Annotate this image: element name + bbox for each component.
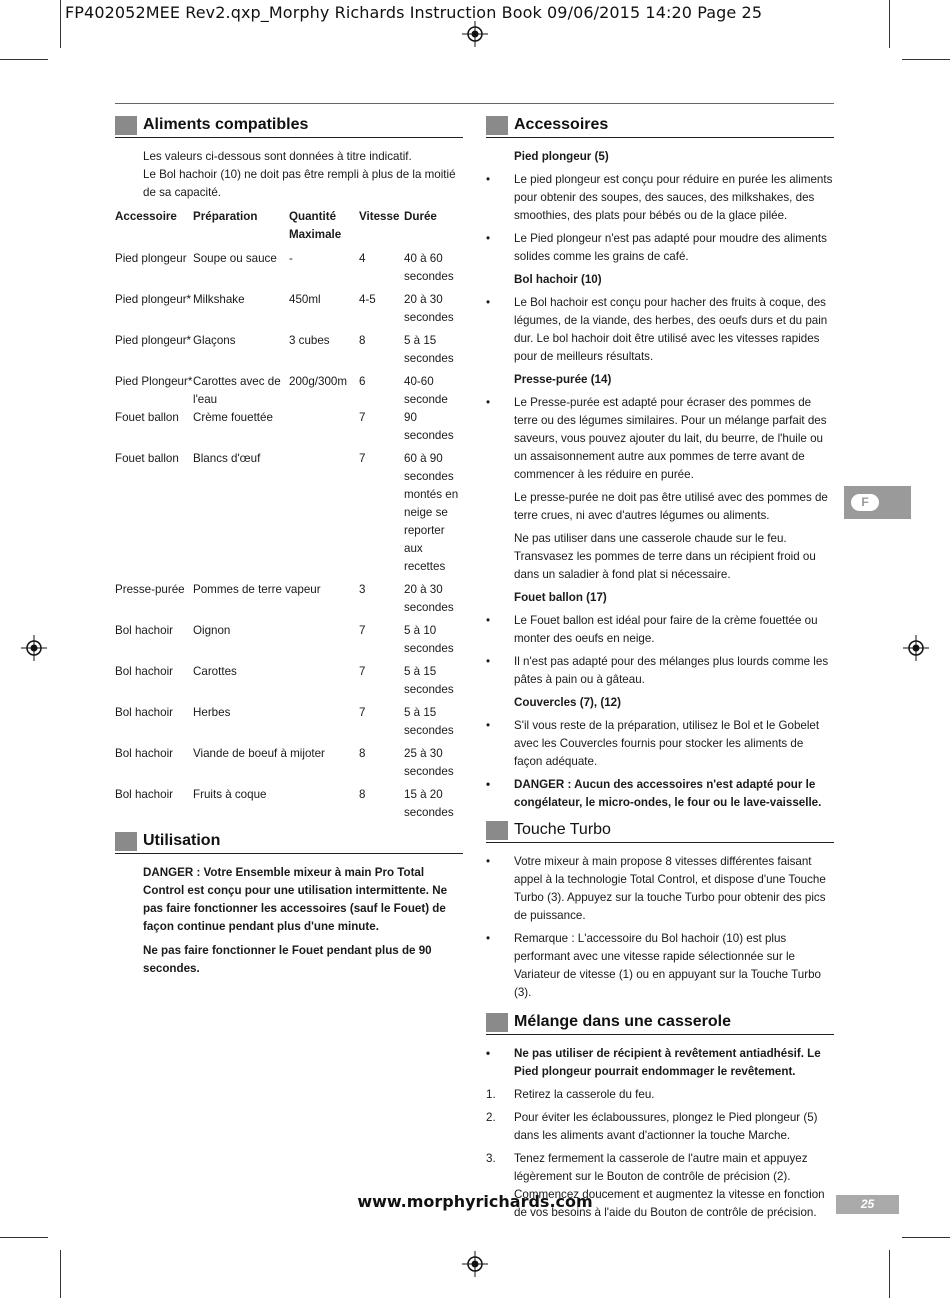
table-cell: 3 <box>359 583 366 596</box>
bullet-text: Le Presse-purée est adapté pour écraser des pommes de terre ou des légumes similaires. Pour un mélange parfait des saveurs, vous pouvez ajouter du lait, du beurre, de l'huile ou un assaisonnement autre aux pommes de terre avant de commencer à les réduire en purée. <box>514 396 827 481</box>
subheading: Fouet ballon (17) <box>514 591 607 604</box>
bullet-text: Le pied plongeur est conçu pour réduire en purée les aliments pour obtenir des soupes, des sauces, des milkshakes, des smoothies, des plats pour bébés ou de la glace pilée. <box>514 173 833 222</box>
bullet-text: S'il vous reste de la préparation, utilisez le Bol et le Gobelet avec les Couvercles fournis pour stocker les aliments de façon adéquate. <box>514 719 820 768</box>
danger-text: DANGER : Votre Ensemble mixeur à main Pro Total Control est conçu pour une utilisation intermittente. Ne pas faire fonctionner les accessoires (sauf le Fouet) de façon continue pendant plus d'une minute. <box>143 866 448 933</box>
table-cell: Crème fouettée <box>193 411 273 424</box>
table-cell: 20 à 30 secondes <box>404 583 454 614</box>
table-cell: 7 <box>359 706 366 719</box>
bullet-item: • Le pied plongeur est conçu pour réduire en purée les aliments pour obtenir des soupes, des sauces, des milkshakes, des smoothies, des plats pour bébés ou de la glace pilée. <box>486 173 833 222</box>
section-square-icon <box>115 832 137 851</box>
food-table <box>115 208 463 827</box>
table-cell: Herbes <box>193 706 231 719</box>
crop-mark <box>0 59 48 60</box>
print-slug: FP402052MEE Rev2.qxp_Morphy Richards Instruction Book 09/06/2015 14:20 Page 25 <box>65 3 763 22</box>
table-row <box>115 704 463 745</box>
section-title: Aliments compatibles <box>143 116 309 133</box>
table-cell: 20 à 30 secondes <box>404 293 454 324</box>
table-cell: 8 <box>359 747 366 760</box>
crop-mark <box>60 1250 61 1298</box>
table-row <box>115 250 463 291</box>
table-cell: Bol hachoir <box>115 706 174 719</box>
left-column <box>115 115 463 984</box>
table-cell: 450ml <box>289 293 321 306</box>
table-cell: Viande de boeuf à mijoter <box>193 747 325 760</box>
table-cell: 15 à 20 secondes <box>404 788 454 819</box>
danger-text: Ne pas faire fonctionner le Fouet pendant plus de 90 secondes. <box>143 944 432 975</box>
table-cell: 7 <box>359 452 366 465</box>
table-cell: 7 <box>359 411 366 424</box>
table-cell <box>289 786 359 827</box>
table-cell <box>289 663 359 704</box>
table-cell: 8 <box>359 334 366 347</box>
crop-mark <box>902 59 950 60</box>
table-cell: Pied plongeur <box>115 252 187 265</box>
table-row <box>115 409 463 450</box>
subheading: Bol hachoir (10) <box>514 273 602 286</box>
table-header: Quantité Maximale <box>289 210 342 241</box>
bullet-text: Le Pied plongeur n'est pas adapté pour moudre des aliments solides comme les grains de café. <box>514 232 827 263</box>
table-cell: - <box>289 252 293 265</box>
bullet-item: • Votre mixeur à main propose 8 vitesses différentes faisant appel à la technologie Total Control, et dispose d'une Touche Turbo (3). Appuyez sur la touche Turbo pour obtenir des pics de puissance. <box>486 855 826 922</box>
bullet-item: • Le Presse-purée est adapté pour écraser des pommes de terre ou des légumes similaires. Pour un mélange parfait des saveurs, vous pouvez ajouter du lait, du beurre, de l'huile ou un assaisonnement autre aux pommes de terre avant de commencer à les réduire en purée. <box>486 396 827 481</box>
table-cell: Bol hachoir <box>115 665 174 678</box>
subheading: Presse-purée (14) <box>514 373 612 386</box>
table-cell: Fouet ballon <box>115 411 179 424</box>
table-header: Vitesse <box>359 210 400 223</box>
section-header-accessoires <box>486 115 834 138</box>
section-square-icon <box>486 1013 508 1032</box>
table-row <box>115 663 463 704</box>
crop-mark <box>902 1237 950 1238</box>
section-header-utilisation <box>115 831 463 854</box>
table-cell: 5 à 15 secondes <box>404 706 454 737</box>
table-row <box>115 291 463 332</box>
bullet-text: Le Fouet ballon est idéal pour faire de la crème fouettée ou monter des oeufs en neige. <box>514 614 818 645</box>
subheading: Pied plongeur (5) <box>514 150 609 163</box>
subheading: Couvercles (7), (12) <box>514 696 621 709</box>
section-square-icon <box>486 116 508 135</box>
bullet-item: • Le Pied plongeur n'est pas adapté pour moudre des aliments solides comme les grains de café. <box>486 232 827 263</box>
table-cell: Blancs d'œuf <box>193 452 261 465</box>
crop-mark <box>889 1250 890 1298</box>
paragraph: Ne pas utiliser dans une casserole chaude sur le feu. Transvasez les pommes de terre dans un récipient froid ou dans un saladier à fond plat si nécessaire. <box>514 532 816 581</box>
registration-mark-icon <box>462 1251 488 1277</box>
table-row <box>115 581 463 622</box>
step-text: Tenez fermement la casserole de l'autre main et appuyez légèrement sur le Bouton de contrôle de précision (2). Commencez doucement et augmentez la vitesse en fonction de vos besoins à l'aide du Bouton de contrôle de précision. <box>514 1152 825 1219</box>
table-row <box>115 786 463 827</box>
bullet-text: Il n'est pas adapté pour des mélanges plus lourds comme les pâtes à pain ou à gâteau. <box>514 655 829 686</box>
registration-mark-icon <box>462 21 488 47</box>
table-header-row <box>115 208 463 250</box>
website-url: www.morphyrichards.com <box>357 1192 593 1211</box>
table-cell: Carottes <box>193 665 237 678</box>
bullet-item: • Remarque : L'accessoire du Bol hachoir (10) est plus performant avec une vitesse rapide sélectionnée sur le Variateur de vitesse (1) ou en appuyant sur la Touche Turbo (3). <box>486 932 821 999</box>
bullet-item: • S'il vous reste de la préparation, utilisez le Bol et le Gobelet avec les Couvercles fournis pour stocker les aliments de façon adéquate. <box>486 719 820 768</box>
table-cell <box>289 409 359 450</box>
registration-mark-icon <box>21 635 47 661</box>
table-cell: 5 à 15 secondes <box>404 665 454 696</box>
section-square-icon <box>115 116 137 135</box>
table-cell: 7 <box>359 624 366 637</box>
crop-mark <box>60 0 61 48</box>
bullet-item-danger: • DANGER : Aucun des accessoires n'est adapté pour le congélateur, le micro-ondes, le four ou le lave-vaisselle. <box>486 778 822 809</box>
intro-line: Les valeurs ci-dessous sont données à titre indicatif. <box>143 150 412 163</box>
section-header-turbo <box>486 820 834 843</box>
intro-line: Le Bol hachoir (10) ne doit pas être rempli à plus de la moitié de sa capacité. <box>143 168 456 199</box>
crop-mark <box>889 0 890 48</box>
table-cell: 200g/300m <box>289 375 348 388</box>
utilisation-body <box>143 864 463 978</box>
table-cell: 25 à 30 secondes <box>404 747 454 778</box>
table-row <box>115 373 463 409</box>
bullet-text: DANGER : Aucun des accessoires n'est adapté pour le congélateur, le micro-ondes, le four ou le lave-vaisselle. <box>514 778 822 809</box>
bullet-item: • Il n'est pas adapté pour des mélanges plus lourds comme les pâtes à pain ou à gâteau. <box>486 655 829 686</box>
bullet-text: Votre mixeur à main propose 8 vitesses différentes faisant appel à la technologie Total Control, et dispose d'une Touche Turbo (3). Appuyez sur la touche Turbo pour obtenir des pics de puissance. <box>514 855 826 922</box>
section-title: Touche Turbo <box>514 821 611 838</box>
bullet-item: • Le Fouet ballon est idéal pour faire de la crème fouettée ou monter des oeufs en neige. <box>486 614 818 645</box>
table-row <box>115 622 463 663</box>
table-cell <box>289 450 359 581</box>
table-cell: Bol hachoir <box>115 788 174 801</box>
bullet-text: Ne pas utiliser de récipient à revêtement antiadhésif. Le Pied plongeur pourrait endommager le revêtement. <box>514 1047 821 1078</box>
table-cell: Soupe ou sauce <box>193 252 277 265</box>
table-header: Accessoire <box>115 210 177 223</box>
table-cell: 6 <box>359 375 366 388</box>
right-column <box>486 115 834 1227</box>
table-row <box>115 450 463 581</box>
step-text: Retirez la casserole du feu. <box>514 1088 655 1101</box>
section-header-casserole <box>486 1012 834 1035</box>
table-row <box>115 332 463 373</box>
table-cell: Fouet ballon <box>115 452 179 465</box>
table-cell: Pied Plongeur* <box>115 375 193 388</box>
numbered-item: 3. Tenez fermement la casserole de l'autre main et appuyez légèrement sur le Bouton de contrôle de précision (2). Commencez doucement et augmentez la vitesse en fonction de vos besoins à l'aide du Bouton de contrôle de précision. <box>486 1152 825 1219</box>
table-cell: 60 à 90 secondes montés en neige se reporter aux recettes <box>404 452 459 573</box>
table-cell: 4-5 <box>359 293 376 306</box>
paragraph: Le presse-purée ne doit pas être utilisé avec des pommes de terre crues, ni avec d'autres légumes ou aliments. <box>514 491 828 522</box>
bullet-text: Le Bol hachoir est conçu pour hacher des fruits à coque, des légumes, de la viande, des herbes, des oeufs durs et du pain dur. Le bol hachoir doit être utilisé avec les vitesses rapides pour de meilleurs résultats. <box>514 296 828 363</box>
numbered-item: 2. Pour éviter les éclaboussures, plongez le Pied plongeur (5) dans les aliments avant d'actionner la touche Marche. <box>486 1111 818 1142</box>
table-cell: Milkshake <box>193 293 245 306</box>
language-tab-letter: F <box>851 494 879 511</box>
page-number: 25 <box>836 1195 899 1214</box>
table-cell: 8 <box>359 788 366 801</box>
table-cell: 40 à 60 secondes <box>404 252 454 283</box>
bullet-item-danger: • Ne pas utiliser de récipient à revêtement antiadhésif. Le Pied plongeur pourrait endommager le revêtement. <box>486 1047 821 1078</box>
table-cell <box>289 622 359 663</box>
table-cell: 7 <box>359 665 366 678</box>
table-cell: 3 cubes <box>289 334 330 347</box>
table-cell: 5 à 10 secondes <box>404 624 454 655</box>
table-cell: 4 <box>359 252 366 265</box>
section-square-icon <box>486 821 508 840</box>
table-cell: 90 secondes <box>404 411 454 442</box>
table-cell: 5 à 15 secondes <box>404 334 454 365</box>
section-title: Accessoires <box>514 116 609 133</box>
table-cell: Fruits à coque <box>193 788 267 801</box>
table-row <box>115 745 463 786</box>
table-cell: Glaçons <box>193 334 236 347</box>
table-cell: Oignon <box>193 624 231 637</box>
section-title: Utilisation <box>143 832 221 849</box>
top-rule <box>115 103 834 104</box>
table-cell: Bol hachoir <box>115 747 174 760</box>
table-cell: Pied plongeur* <box>115 293 192 306</box>
section-title: Mélange dans une casserole <box>514 1013 731 1030</box>
table-cell: 40-60 seconde <box>404 375 448 406</box>
numbered-item: 1. Retirez la casserole du feu. <box>486 1088 655 1101</box>
table-cell: Bol hachoir <box>115 624 174 637</box>
bullet-text: Remarque : L'accessoire du Bol hachoir (10) est plus performant avec une vitesse rapide sélectionnée sur le Variateur de vitesse (1) ou en appuyant sur la Touche Turbo (3). <box>514 932 821 999</box>
table-cell: Carottes avec de l'eau <box>193 375 281 406</box>
table-cell: Pommes de terre vapeur <box>193 583 321 596</box>
section-header-aliments <box>115 115 463 138</box>
language-tab <box>844 486 911 519</box>
table-cell: Presse-purée <box>115 583 185 596</box>
table-cell: Pied plongeur* <box>115 334 192 347</box>
crop-mark <box>0 1237 48 1238</box>
table-header: Durée <box>404 210 437 223</box>
table-cell <box>289 704 359 745</box>
step-text: Pour éviter les éclaboussures, plongez le Pied plongeur (5) dans les aliments avant d'actionner la touche Marche. <box>514 1111 818 1142</box>
registration-mark-icon <box>903 635 929 661</box>
aliments-intro <box>143 148 463 202</box>
table-header: Préparation <box>193 210 258 223</box>
bullet-item: • Le Bol hachoir est conçu pour hacher des fruits à coque, des légumes, de la viande, des herbes, des oeufs durs et du pain dur. Le bol hachoir doit être utilisé avec les vitesses rapides pour de meilleurs résultats. <box>486 296 828 363</box>
